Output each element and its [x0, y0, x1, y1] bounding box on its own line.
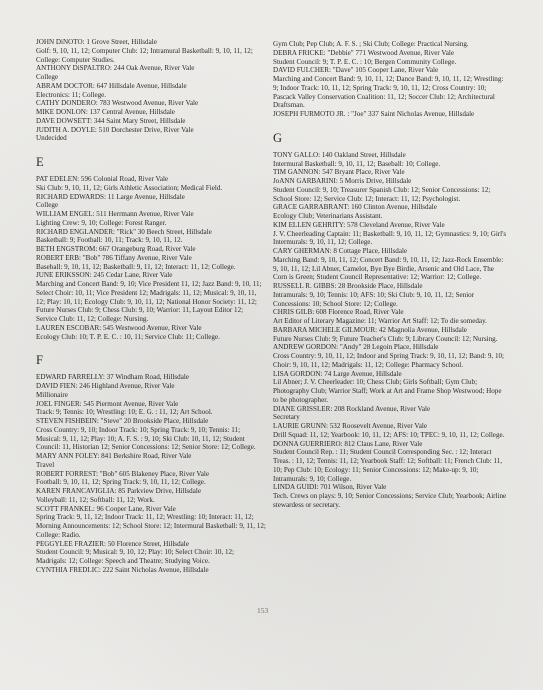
entry-line: Golf: 9, 10, 11, 12; Computer Club: 12; Intramural Basketball: 9, 10, 11, 12; College: Computer Studies.	[36, 46, 253, 64]
entry-line: RICHARD EDWARDS: 11 Large Avenue, Hillsdale	[36, 192, 185, 201]
entry-line: Marching and Concert Band: 9, 10; Vice President 11, 12; Jazz Band: 9, 10, 11; Select Choir: 10, 11; Vice President 12; Madrigals: 11, 12; Musical: 9, 10, 11, 12; Play: 10, 11; Ecology Club: 9, 10, 11, 12; National Honor Society: 11, 12; Future Nurses Club: 9; Chess Club: 9, 10; Warrior: 11, Layout Editor 12; Service Club: 11, 12; College: Nursing.	[36, 280, 262, 323]
entry-line: CATHY DONDERO: 783 Westwood Avenue, River Vale	[36, 99, 199, 108]
entry-line: LISA GORDON: 74 Large Avenue, Hillsdale	[273, 369, 402, 378]
entry-line: STEVEN FISHBEIN: "Steve" 20 Brookside Place, Hillsdale	[36, 417, 209, 425]
entry-line: Spring Track: 9, 11, 12; Indoor Track: 11, 12; Wrestling: 10; Interact: 11, 12; Morning Announcements: 12; School Store: 12; Intermural Basketball: 9, 11, 12; College: Radio.	[36, 513, 266, 539]
entry-line: Drill Squad: 11, 12; Yearbook: 10, 11, 12; AFS: 10; TPEC: 9, 10, 11, 12; College.	[273, 430, 505, 439]
entry-line: Student Council: 9; T. P. E. C. : 10; Bergen Community College.	[273, 57, 457, 66]
entry-line: JOHN DiNOTO: 1 Grove Street, Hillsdale	[36, 38, 157, 46]
entry-line: CHRIS GILB: 608 Florence Road, River Vale	[273, 308, 404, 317]
entry-line: RICHARD ENGLANDER: "Rick" 30 Beech Street, Hillsdale	[36, 227, 212, 236]
entry-line: ROBERT ERB: "Bob" 786 Tiffany Avenue, River Vale	[36, 253, 192, 262]
entry-line: Intramurals: 9, 10; Tennis: 10; AFS: 10; Ski Club: 9, 10, 11, 12; Senior Concessions: 10; School Store: 12; College.	[273, 290, 475, 308]
entry-line: Football: 9, 10, 11, 12; Spring Track: 9, 10, 11, 12; College.	[36, 478, 206, 487]
entry-line: Tech. Crews on plays: 9, 10; Senior Concessions; Service Club; Yearbook; Airline stewardess or secretary.	[273, 492, 507, 509]
entry-line: Volleyball: 11, 12; Softball: 11, 12; Work.	[36, 495, 155, 504]
entry-line: Cross Country: 9, 10; Indoor Track: 10; Spring Track: 9, 10; Tennis: 11; Musical: 9, 11, 12; Play: 10; A. F. S. : 9, 10; Ski Club: 10, 11, 12; Student Council: 11, Historian 12; Senior Concessions: 12; Senior Store: 12; College.	[36, 425, 256, 452]
entry-line: Lil Abner; J. V. Cheerleader: 10; Chess Club; Girls Softball; Gym Club; Photography Club; Warrior Staff; Work at Art and Frame Shop Westwood; Hope to be photographer.	[273, 378, 502, 404]
entry-line: Track: 9; Tennis: 10; Wrestling: 10; E. G. : 11, 12; Art School.	[36, 408, 213, 417]
entry-line: Marching Band: 9, 10, 11, 12; Concert Band: 9, 10, 11, 12; Jazz-Rock Ensemble: 9, 10, 11, 12; Lil Abner, Camelot, Bye Bye Birdie, Arsenic and Old Lace, The Corn is Green; Student Council Representative: 12; Warrior: 12; College.	[273, 255, 504, 282]
right-column	[273, 40, 507, 510]
entry-line: Art Editor of Literary Magazine: 11; Warrior Art Staff: 12; To die someday.	[273, 317, 487, 325]
entry-line: JOEL FINGER: 545 Piermont Avenue, River Vale	[36, 399, 179, 408]
entry-line: Undecided	[36, 134, 67, 143]
entry-line: Basketball: 9; Football: 10, 11; Track: 9, 10, 11, 12.	[36, 236, 183, 245]
entry-line: CYNTHIA FREDLIC: 222 Saint Nicholas Avenue, Hillsdale	[36, 565, 209, 574]
entry-line: Electronics: 11; College.	[36, 90, 107, 99]
entry-line: DAVE DOWSETT: 344 Saint Mary Street, Hillsdale	[36, 116, 186, 125]
section-e-entries	[36, 175, 266, 341]
page-number: 153	[257, 606, 269, 615]
entry-line: DONNA GUERRIERO: 812 Claus Lane, River Vale	[273, 439, 423, 448]
left-column	[36, 38, 266, 575]
section-letter-e: E	[36, 155, 44, 169]
entry-line: ABRAM DOCTOR: 647 Hillsdale Avenue, Hillsdale	[36, 81, 187, 90]
entry-line: BETH ENGSTROM: 667 Orangeburg Road, River Vale	[36, 245, 196, 253]
entry-line: Cross Country: 9, 10, 11, 12; Indoor and Spring Track: 9, 10, 11, 12; Band: 9, 10; Choir: 9, 10, 11, 12; Madrigals: 11, 12; College: Pharmacy School.	[273, 352, 505, 369]
entry-line: DAVID FULCHER: "Dave" 105 Cooper Lane, River Vale	[273, 66, 439, 75]
entry-line: BARBARA MICHELE GILMOUR: 42 Magnolia Avenue, Hillsdale	[273, 325, 467, 334]
section-f-entries	[36, 373, 266, 574]
entry-line: Secretary	[273, 413, 300, 422]
entry-line: WILLIAM ENGEL: 511 Herrmann Avenue, River Vale	[36, 210, 194, 218]
entry-line: PAT EDELEN: 596 Colonial Road, River Vale	[36, 175, 169, 183]
entry-line: Intermural Basketball: 9, 10, 11, 12; Baseball: 10; College.	[273, 159, 441, 168]
entry-line: Student Council: 9, 10; Treasurer Spanish Club: 12; Senior Concessions: 12; School Store: 12; Service Club: 12; Interact: 11, 12; Psychologist.	[273, 185, 491, 203]
entry-line: JUDITH A. DOYLE: 510 Dorchester Drive, River Vale	[36, 125, 194, 134]
entry-line: Student Council Rep. : 11; Student Council Corresponding Sec. : 12; Interact Treas. : 11, 12; Tennis: 11, 12; Yearbook Staff: 12; Softball: 11; French Club: 11, 10; Pep Club: 10; Ecology: 11; Senior Concessions: 12; Make-up: 9, 10; Intramurals: 9, 10; College.	[273, 448, 503, 483]
entry-line: KIM ELLEN GEHRITY: 578 Cleveland Avenue, River Vale	[273, 220, 445, 229]
entry-line: DAVID FIEN: 246 Highland Avenue, River Vale	[36, 382, 175, 390]
entry-line: Gym Club; Pep Club; A. F. S. ; Ski Club; College: Practical Nursing.	[273, 40, 469, 48]
entry-line: LAURIE GRUNN: 532 Roosevelt Avenue, River Vale	[273, 422, 428, 430]
entry-line: College	[36, 201, 59, 210]
entry-line: MIKE DONLON: 137 Central Avenue, Hillsdale	[36, 108, 175, 116]
entry-line: EDWARD FARRELLY: 37 Windham Road, Hillsdale	[36, 373, 189, 382]
entry-line: Ecology Club: 10; T. P. E. C. : 10, 11; Service Club: 11; College.	[36, 332, 220, 341]
entry-line: PEGGYLEE FRAZIER: 50 Florence Street, Hillsdale	[36, 539, 189, 548]
entry-line: DIANE GRISSLER: 208 Rockland Avenue, River Vale	[273, 404, 431, 413]
entry-line: Marching and Concert Band: 9, 10, 11, 12; Dance Band: 9, 10, 11, 12; Wrestling: 9; Indoor Track: 10, 11, 12; Spring Track: 9, 10, 11, 12; Cross Country: 10; Pascack Valley Conservation Coalition: 11, 12; Soccer Club: 12; Architectural Draftsman.	[273, 75, 504, 110]
entry-line: JoANN GARBARINI: 5 Morris Drive, Hillsdale	[273, 177, 412, 185]
entry-line: RUSSELL R. GIBBS: 28 Brookside Place, Hillsdale	[273, 282, 423, 290]
section-letter-g: G	[273, 130, 283, 145]
entry-line: Future Nurses Club: 9; Future Teacher's Club: 9; Library Council: 12; Nursing.	[273, 334, 498, 343]
top-entries	[273, 40, 507, 119]
entry-line: Travel	[36, 460, 55, 469]
entry-line: Baseball: 9, 10, 11, 12; Basketball: 9, 11, 12; Interact: 11, 12; College.	[36, 262, 236, 271]
top-entries	[36, 38, 266, 143]
entry-line: GRACE GARRABRANT: 160 Clinton Avenue, Hillsdale	[273, 203, 437, 212]
entry-line: Lighting Crew: 9, 10; College: Forest Ranger.	[36, 218, 167, 227]
section-letter-f: F	[36, 353, 43, 368]
entry-line: ANDREW GORDON: "Andy" 28 Legoin Place, Hillsdale	[273, 343, 439, 352]
entry-line: LINDA GUIDI: 701 Wilson, River Vale	[273, 483, 387, 492]
entry-line: Student Council: 9; Musical: 9, 10, 12; Play: 10; Select Choir: 10, 12; Madrigals: 12; College: Speech and Theatre; Studying Voice.	[36, 548, 235, 565]
entry-line: TIM GANNON: 547 Bryant Place, River Vale	[273, 168, 405, 177]
entry-line: KAREN FRANCAVIGLIA: 85 Parkview Drive, Hillsdale	[36, 487, 201, 495]
entry-line: ANTHONY DiSPALTRO: 244 Oak Avenue, River Vale	[36, 64, 195, 73]
entry-line: LAUREN ESCOBAR: 545 Westwood Avenue, River Vale	[36, 323, 202, 332]
entry-line: Millionaire	[36, 390, 68, 399]
entry-line: JUNE ERIKSSON: 245 Cedar Lane, River Vale	[36, 271, 173, 280]
entry-line: Ski Club: 9, 10, 11, 12; Girls Athletic Association; Medical Field.	[36, 183, 223, 192]
section-g-entries	[273, 151, 507, 510]
entry-line: DEBRA FRICKE: "Debbie" 771 Westwood Avenue, River Vale	[273, 48, 454, 57]
entry-line: SCOTT FRANKEL: 96 Cooper Lane, River Vale	[36, 504, 176, 513]
entry-line: ROBERT FORREST: "Bob" 605 Blakeney Place, River Vale	[36, 469, 210, 478]
entry-line: CARY GHERMAN: 8 Cottage Place, Hillsdale	[273, 247, 408, 255]
entry-line: JOSEPH FURMOTO JR. : "Joe" 337 Saint Nicholas Avenue, Hillsdale	[273, 110, 475, 118]
entry-line: Ecology Club; Veterinarians Assistant.	[273, 212, 383, 220]
entry-line: MARY ANN FOLEY: 841 Berkshire Road, River Vale	[36, 452, 192, 460]
entry-line: College	[36, 73, 59, 81]
entry-line: TONY GALLO: 140 Oakland Street, Hillsdale	[273, 150, 406, 159]
entry-line: J. V. Cheerleading Captain: 11; Basketball: 9, 10, 11, 12; Gymnastics: 9, 10; Girl's Intermurals: 9, 10, 11, 12; College.	[273, 229, 507, 247]
